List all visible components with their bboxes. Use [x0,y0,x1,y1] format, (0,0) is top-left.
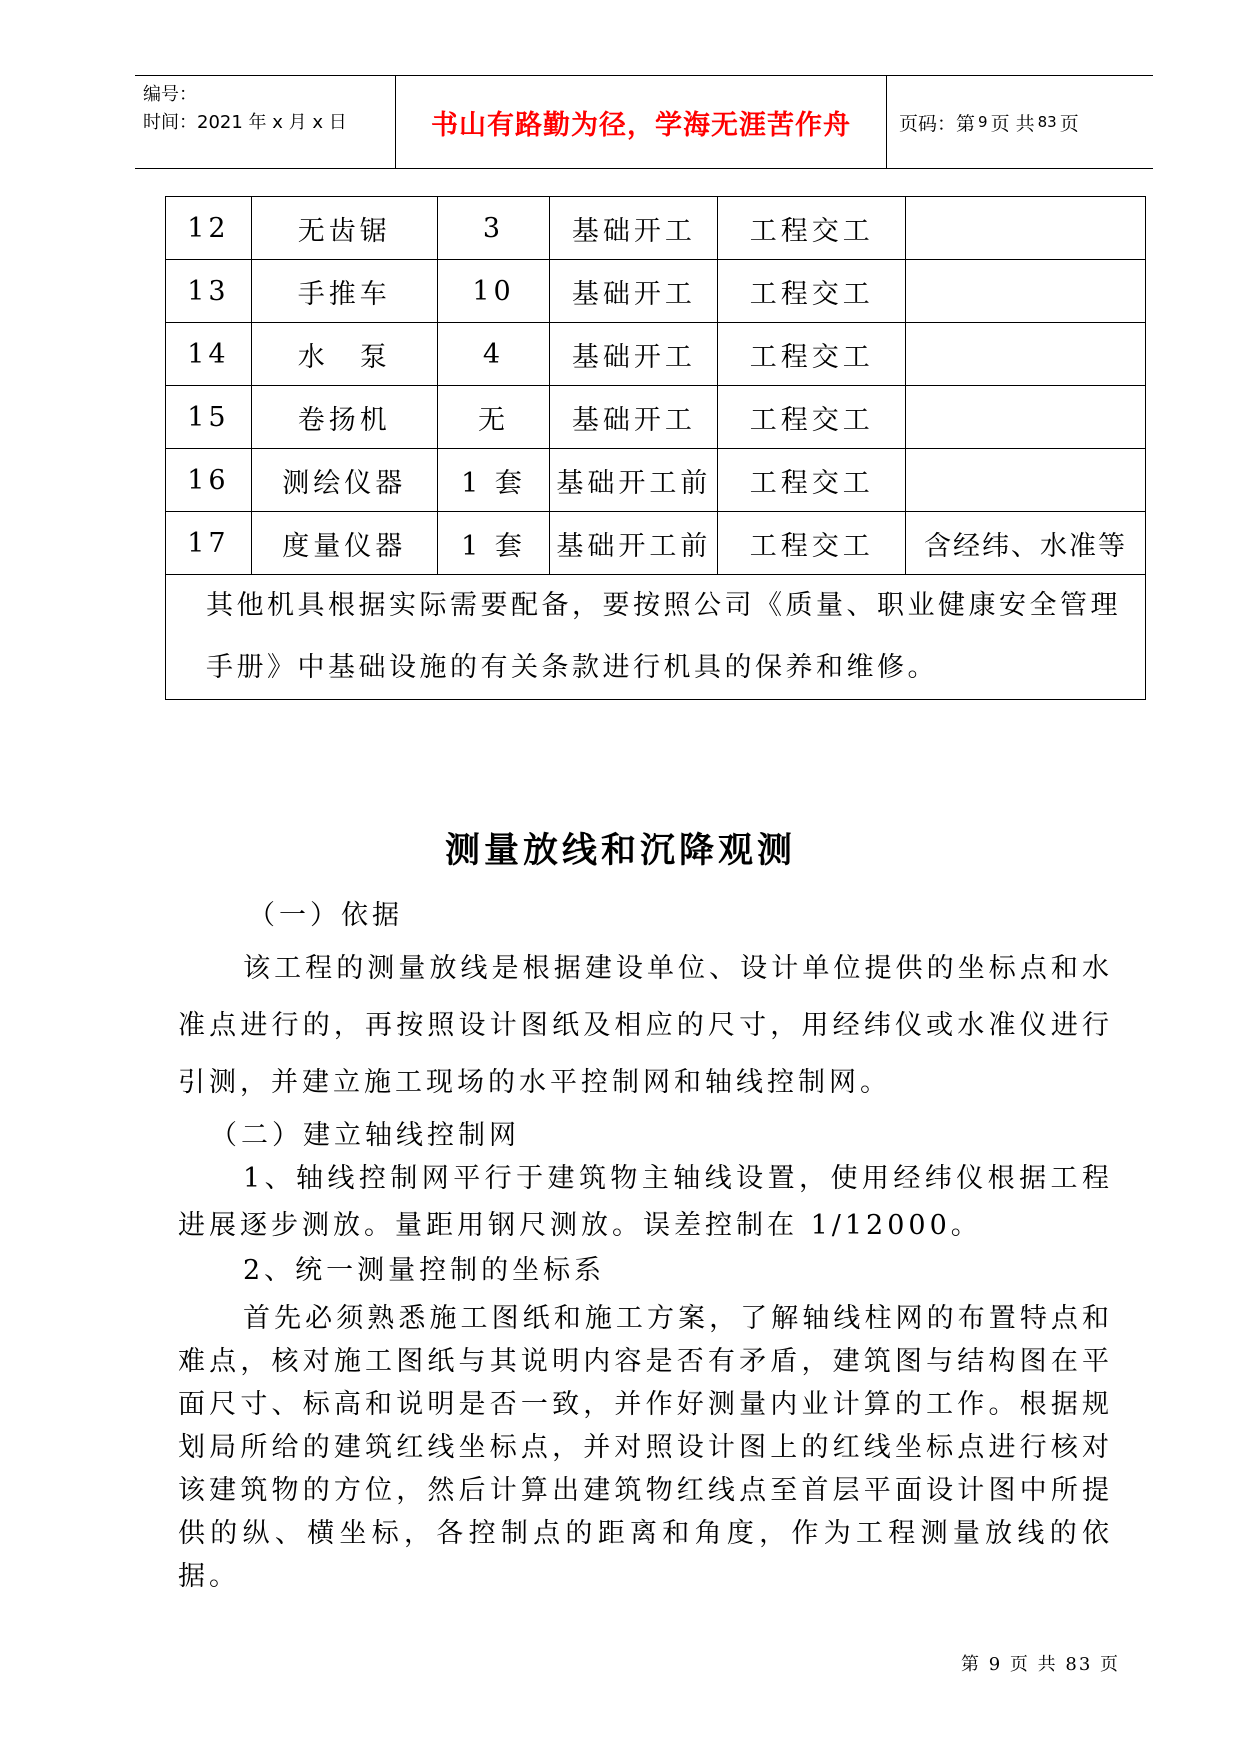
cell-qty: 3 [437,197,550,260]
section-title: 测量放线和沉降观测 [444,831,796,871]
cell-end: 工程交工 [718,512,906,575]
cell-name: 手推车 [251,260,437,323]
cell-name: 无齿锯 [251,197,437,260]
time-label: 时间：2021 年 x 月 x 日 [143,112,347,133]
page-prefix: 页码：第 [899,112,976,135]
cell-qty: 无 [437,386,550,449]
page-total: 83 [1037,113,1057,131]
basis-paragraph: 该工程的测量放线是根据建设单位、设计单位提供的坐标点和水准点进行的，再按照设计图纸及相应的尺寸，用经纬仪或水准仪进行引测，并建立施工现场的水平控制网和轴线控制网。 [178,953,1113,1098]
cell-end: 工程交工 [718,323,906,386]
cell-start: 基础开工 [550,197,718,260]
header-meta [135,76,395,168]
cell-start: 基础开工 [550,260,718,323]
network-heading: （二）建立轴线控制网 [210,1120,520,1151]
table-note: 其他机具根据实际需要配备，要按照公司《质量、职业健康安全管理手册》中基础设施的有关条款进行机具的保养和维修。 [166,575,1146,700]
basis-heading: （一）依据 [248,900,403,931]
page-footer: 第 9 页 共 83 页 [961,1654,1120,1675]
table-row [166,197,1146,260]
cell-name: 测绘仪器 [251,449,437,512]
cell-no: 14 [166,323,252,386]
motto-text: 书山有路勤为径，学海无涯苦作舟 [431,109,851,141]
header-motto [395,76,887,168]
cell-end: 工程交工 [718,386,906,449]
code-label: 编号： [143,84,197,105]
cell-name: 水 泵 [251,323,437,386]
cell-no: 15 [166,386,252,449]
page-number: 9 [978,113,988,131]
table-row [166,449,1146,512]
cell-start: 基础开工前 [550,449,718,512]
cell-name: 卷扬机 [251,386,437,449]
table-row [166,512,1146,575]
cell-qty: 10 [437,260,550,323]
header-page-info [887,76,1165,168]
cell-end: 工程交工 [718,197,906,260]
cell-no: 16 [166,449,252,512]
cell-remark [906,260,1146,323]
cell-start: 基础开工前 [550,512,718,575]
equipment-table [165,196,1146,700]
cell-end: 工程交工 [718,449,906,512]
cell-remark [906,197,1146,260]
cell-end: 工程交工 [718,260,906,323]
cell-no: 13 [166,260,252,323]
cell-remark [906,323,1146,386]
page-suffix: 页 [1059,112,1079,135]
table-row [166,386,1146,449]
item2-paragraph: 首先必须熟悉施工图纸和施工方案，了解轴线柱网的布置特点和难点，核对施工图纸与其说明内容是否有矛盾，建筑图与结构图在平面尺寸、标高和说明是否一致，并作好测量内业计算的工作。根据规划局所给的建筑红线坐标点，并对照设计图上的红线坐标点进行核对该建筑物的方位，然后计算出建筑物红线点至首层平面设计图中所提供的纵、横坐标，各控制点的距离和角度，作为工程测量放线的依据。 [178,1303,1113,1592]
page-mid: 页 共 [990,112,1035,135]
cell-remark [906,449,1146,512]
item1-paragraph: 1、轴线控制网平行于建筑物主轴线设置，使用经纬仪根据工程进展逐步测放。量距用钢尺测放。误差控制在 1/12000。 [178,1163,1113,1241]
cell-qty: 1 套 [437,512,550,575]
cell-qty: 4 [437,323,550,386]
cell-no: 17 [166,512,252,575]
cell-qty: 1 套 [437,449,550,512]
cell-remark: 含经纬、水准等 [906,512,1146,575]
cell-remark [906,386,1146,449]
item2-heading: 2、统一测量控制的坐标系 [243,1255,606,1286]
table-note-row [166,575,1146,700]
cell-no: 12 [166,197,252,260]
cell-name: 度量仪器 [251,512,437,575]
table-row [166,323,1146,386]
table-row [166,260,1146,323]
page-header [135,75,1153,169]
cell-start: 基础开工 [550,386,718,449]
cell-start: 基础开工 [550,323,718,386]
